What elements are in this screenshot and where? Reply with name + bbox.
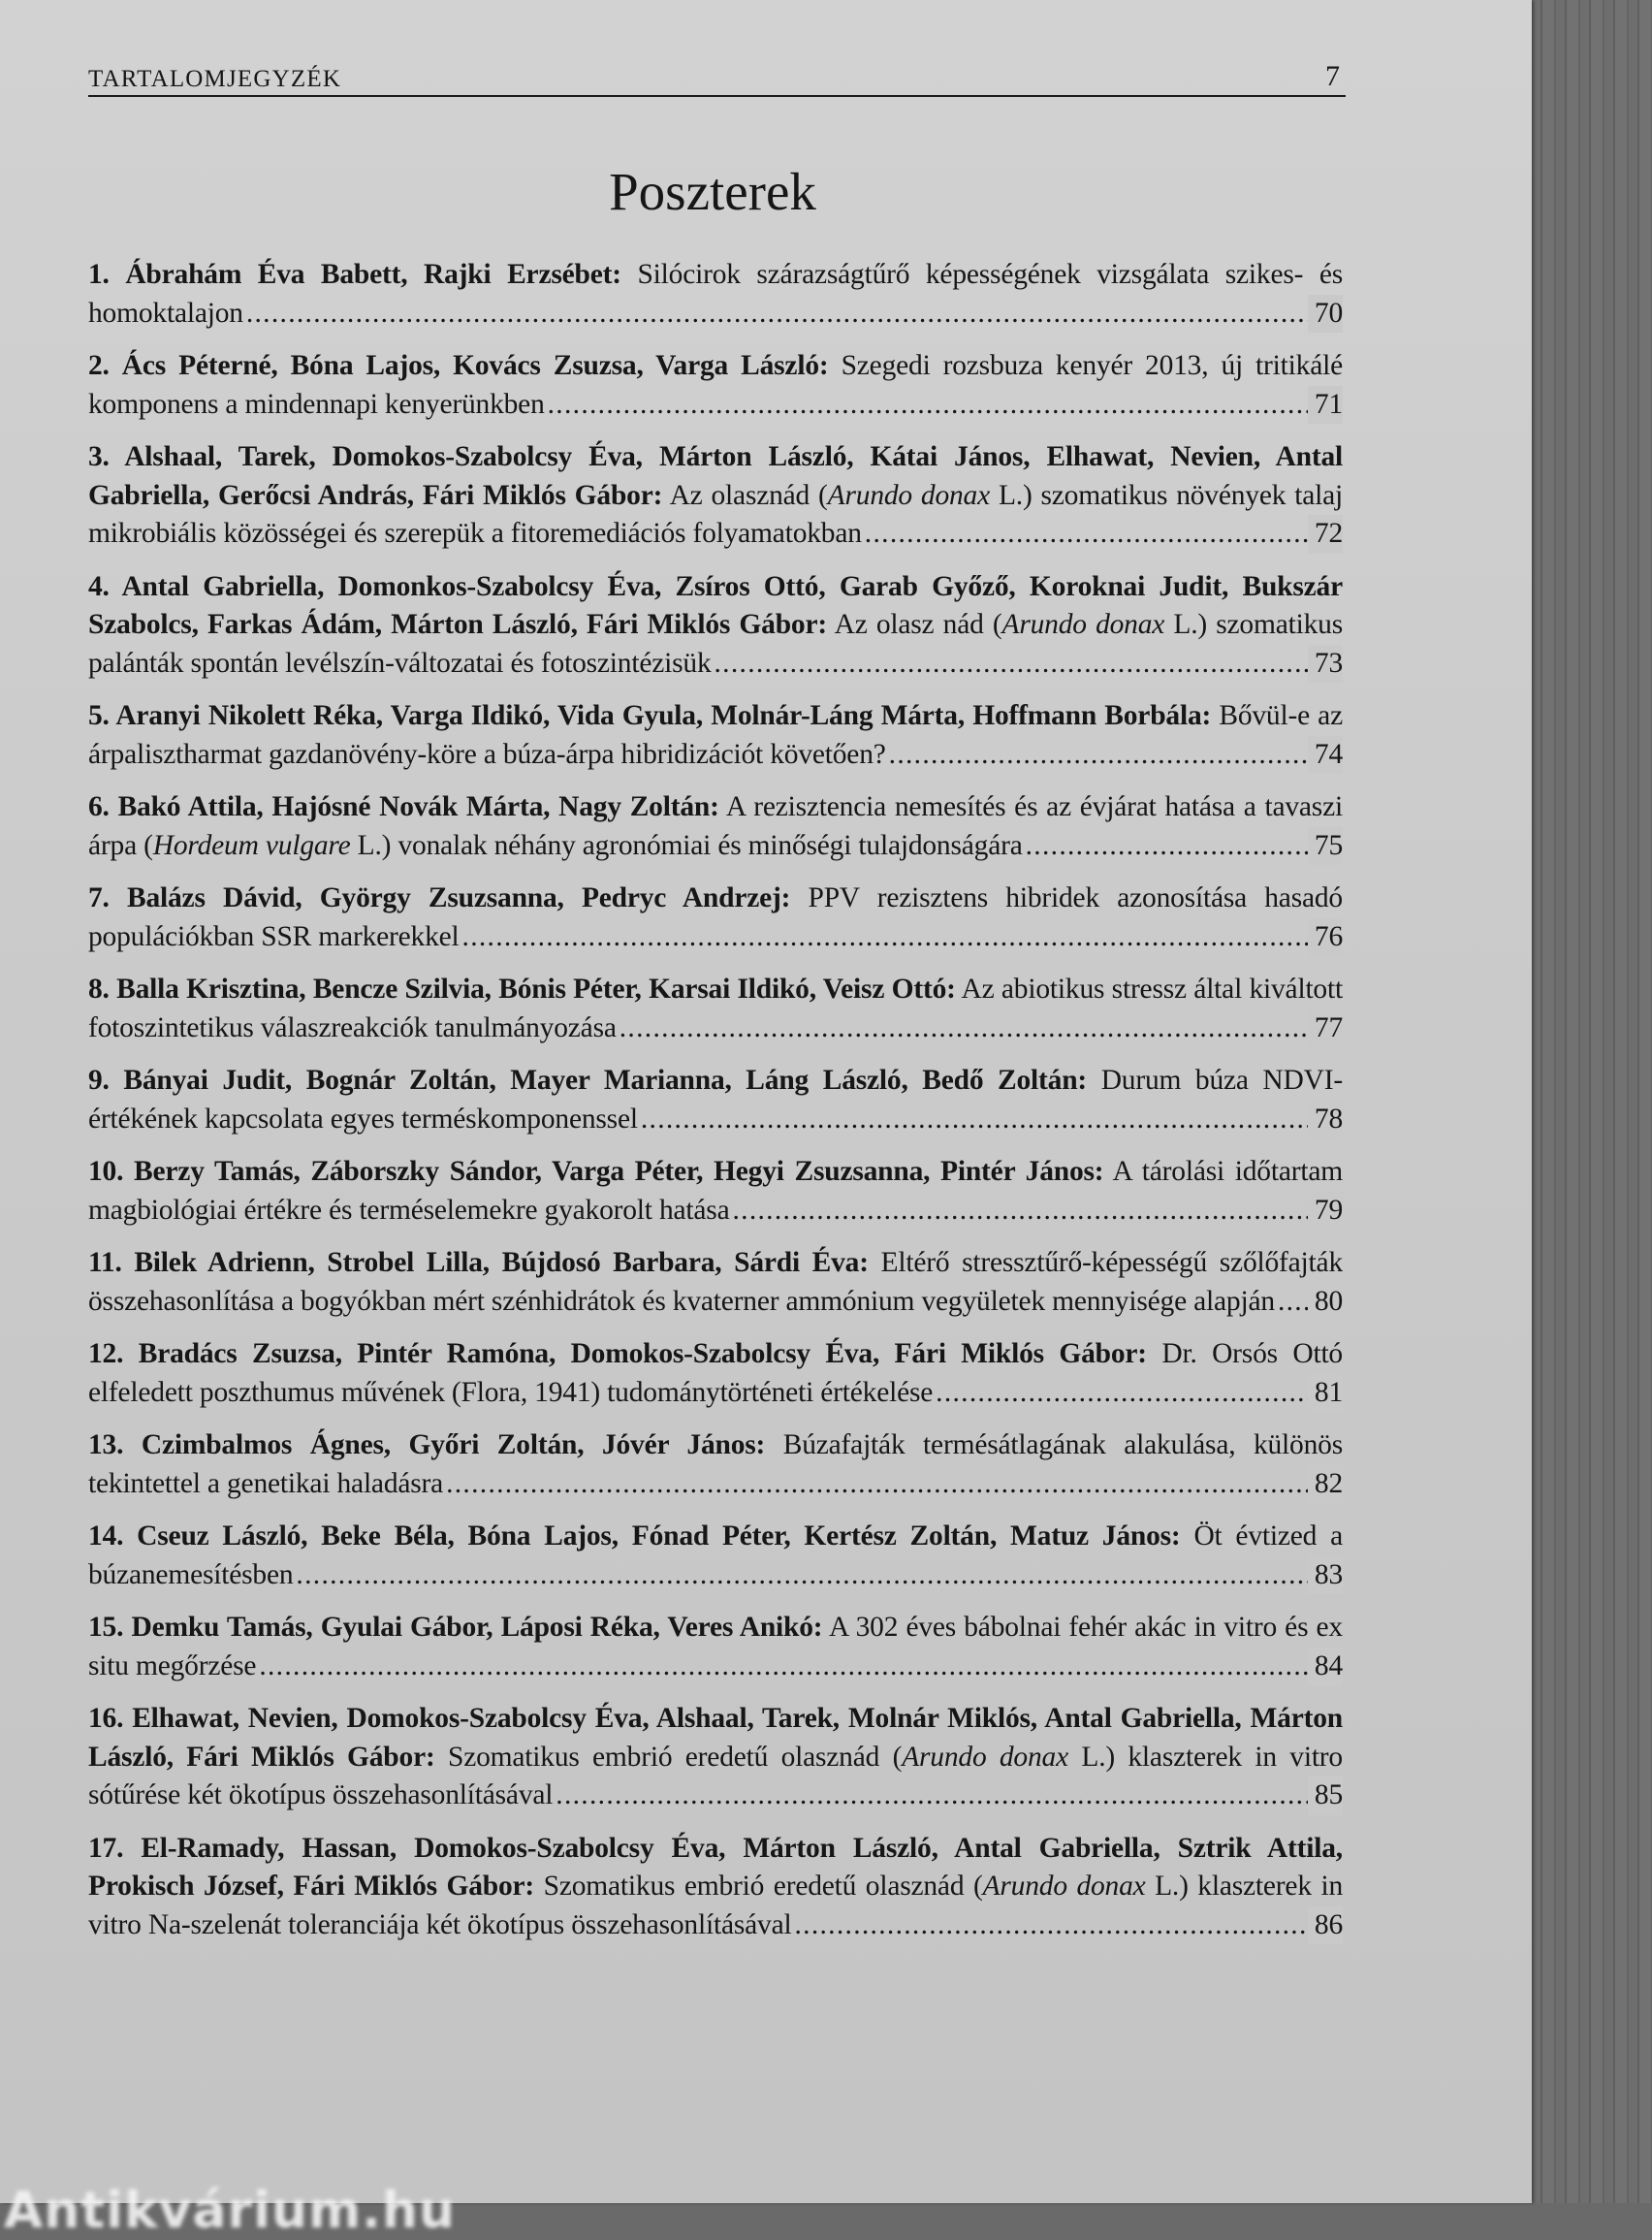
- dot-leader-wrap: [638, 1104, 688, 1135]
- entry-authors: [88, 350, 829, 381]
- entry-title-italic: Arundo donax: [902, 1741, 1068, 1773]
- toc-entry: [88, 438, 1343, 554]
- entry-page-number: 70: [1308, 295, 1343, 334]
- entry-number: 13.: [88, 1429, 124, 1460]
- entry-title: Szegedi rozsbuza kenyér 2013, új tritikálé komponens a mindennapi kenyerünkben: [88, 350, 1343, 420]
- entry-title: Búzafajták termésátlagának alakulása, különös tekintettel a genetikai haladásra: [88, 1429, 1343, 1499]
- toc-entry: [88, 1244, 1343, 1321]
- entry-page-number: 84: [1308, 1648, 1343, 1686]
- toc-entry: [88, 1335, 1343, 1412]
- dot-leader-wrap: [293, 1559, 343, 1590]
- entry-author-list: Elhawat, Nevien, Domokos-Szabolcsy Éva, Alshaal, Tarek, Molnár Miklós, Antal Gabriella, Márton László, Fári Miklós Gábor:: [88, 1703, 1343, 1773]
- entry-authors: [88, 700, 1211, 731]
- section-title: Poszterek: [609, 162, 816, 221]
- dot-leader-wrap: [791, 1909, 842, 1940]
- entry-title: Szomatikus embrió eredetű olasznád (: [543, 1871, 983, 1902]
- entry-authors: [88, 1156, 1103, 1187]
- entry-author-list: Cseuz László, Beke Béla, Bóna Lajos, Fónad Péter, Kertész Zoltán, Matuz János:: [137, 1520, 1181, 1552]
- running-header: [88, 62, 1346, 97]
- entry-authors: [88, 1520, 1181, 1552]
- entry-authors: [88, 1338, 1147, 1369]
- entry-number: 15.: [88, 1612, 124, 1643]
- entry-author-list: El-Ramady, Hassan, Domokos-Szabolcsy Éva, Márton László, Antal Gabriella, Sztrik Attila, Prokisch József, Fári Miklós Gábor:: [88, 1832, 1343, 1902]
- entry-page-number: 80: [1308, 1283, 1343, 1322]
- entry-title: A tárolási időtartam magbiológiai értékre és terméselemekre gyakorolt hatása: [88, 1156, 1343, 1226]
- running-title: TARTALOMJEGYZÉK: [88, 66, 342, 92]
- dot-leader-wrap: [712, 648, 762, 679]
- entry-page-number: 74: [1308, 736, 1343, 775]
- entry-title: PPV rezisztens hibridek azonosítása hasadó populációkban SSR markerekkel: [88, 882, 1343, 952]
- dot-leader-wrap: [617, 1012, 667, 1043]
- entry-title-italic: Hordeum vulgare: [152, 829, 351, 861]
- entry-author-list: Bilek Adrienn, Strobel Lilla, Bújdosó Barbara, Sárdi Éva:: [134, 1247, 869, 1278]
- entry-author-list: Balla Krisztina, Bencze Szilvia, Bónis Péter, Karsai Ildikó, Veisz Ottó:: [116, 974, 956, 1005]
- entry-authors: [88, 1429, 765, 1460]
- entry-number: 9.: [88, 1065, 110, 1096]
- dot-leader-wrap: [933, 1377, 983, 1408]
- toc-entry: [88, 1518, 1343, 1594]
- toc-entry: [88, 1153, 1343, 1230]
- entry-title: Öt évtized a búzanemesítésben: [88, 1520, 1343, 1590]
- toc-entry: [88, 880, 1343, 956]
- entry-author-list: Aranyi Nikolett Réka, Varga Ildikó, Vida Gyula, Molnár-Láng Márta, Hoffmann Borbála:: [115, 700, 1212, 731]
- entry-authors: [88, 1065, 1087, 1096]
- entry-page-number: 77: [1308, 1009, 1343, 1048]
- toc-entry: [88, 256, 1343, 333]
- dot-leader-wrap: [886, 739, 937, 770]
- entry-title: Az olasz nád (: [834, 609, 1002, 640]
- entry-title: L.) vonalak néhány agronómiai és minőségi tulajdonságára: [350, 829, 1023, 861]
- dot-leader-wrap: [1023, 830, 1073, 861]
- toc-entry: [88, 1700, 1343, 1815]
- entry-author-list: Antal Gabriella, Domonkos-Szabolcsy Éva, Zsíros Ottó, Garab Győző, Koroknai Judit, Bukszár Szabolcs, Farkas Ádám, Márton László, Fári Miklós Gábor:: [88, 570, 1343, 640]
- entry-page-number: 83: [1308, 1556, 1343, 1595]
- entry-page-number: 82: [1308, 1465, 1343, 1504]
- entry-author-list: Bradács Zsuzsa, Pintér Ramóna, Domokos-Szabolcsy Éva, Fári Miklós Gábor:: [138, 1338, 1147, 1369]
- entry-author-list: Balázs Dávid, György Zsuzsanna, Pedryc Andrzej:: [126, 882, 791, 913]
- entry-number: 3.: [88, 441, 110, 472]
- entry-author-list: Alshaal, Tarek, Domokos-Szabolcsy Éva, Márton László, Kátai János, Elhawat, Nevien, Antal Gabriella, Gerőcsi András, Fári Miklós Gábor:: [88, 441, 1343, 511]
- entry-authors: [88, 974, 956, 1005]
- entry-page-number: 73: [1308, 645, 1343, 684]
- toc-entry: [88, 971, 1343, 1047]
- entry-number: 16.: [88, 1703, 124, 1734]
- entry-title: L.) klaszterek in vitro sótűrése két ökotípus összehasonlításával: [88, 1741, 1343, 1810]
- entry-title: Silócirok szárazságtűrő képességének vizsgálata szikes- és homoktalajon: [88, 259, 1343, 329]
- entry-authors: [88, 259, 621, 290]
- entry-title: Az abiotikus stressz által kiváltott fotoszintetikus válaszreakciók tanulmányozása: [88, 974, 1343, 1043]
- toc-entry: [88, 788, 1343, 865]
- toc-entry: [88, 568, 1343, 684]
- entry-number: 12.: [88, 1338, 124, 1369]
- toc-entry: [88, 1830, 1343, 1945]
- dot-leader-wrap: [460, 921, 510, 952]
- entry-author-list: Demku Tamás, Gyulai Gábor, Láposi Réka, Veres Anikó:: [131, 1612, 823, 1643]
- entry-number: 4.: [88, 570, 110, 602]
- entry-title: Eltérő stressztűrő-képességű szőlőfajták összehasonlítása a bogyókban mért szénhidrátok és kvaterner ammónium vegyületek mennyisége alapján: [88, 1247, 1343, 1317]
- entry-author-list: Czimbalmos Ágnes, Győri Zoltán, Jóvér János:: [141, 1429, 766, 1460]
- toc-entry: [88, 1062, 1343, 1138]
- entry-number: 11.: [88, 1247, 122, 1278]
- entry-page-number: 86: [1308, 1906, 1343, 1945]
- dot-leader-wrap: [553, 1779, 603, 1810]
- dot-leader-wrap: [256, 1650, 306, 1681]
- entry-number: 10.: [88, 1156, 124, 1187]
- watermark: Antikvárium.hu: [4, 2182, 456, 2240]
- entry-author-list: Bakó Attila, Hajósné Novák Márta, Nagy Zoltán:: [117, 791, 719, 822]
- entry-page-number: 79: [1308, 1192, 1343, 1231]
- table-of-contents: [88, 256, 1343, 1959]
- entry-author-list: Berzy Tamás, Záborszky Sándor, Varga Péter, Hegyi Zsuzsanna, Pintér János:: [134, 1156, 1104, 1187]
- entry-title: Szomatikus embrió eredetű olasznád (: [447, 1741, 903, 1773]
- entry-title: L.) szomatikus palánták spontán levélszín-változatai és fotoszintézisük: [88, 609, 1343, 679]
- entry-title: Durum búza NDVI-értékének kapcsolata egyes terméskomponenssel: [88, 1065, 1343, 1135]
- entry-number: 2.: [88, 350, 110, 381]
- toc-entry: [88, 697, 1343, 774]
- dot-leader-wrap: [862, 518, 912, 549]
- entry-title: Az olasznád (: [669, 479, 828, 511]
- entry-title-italic: Arundo donax: [1001, 609, 1165, 640]
- entry-title: Bővül-e az árpalisztharmat gazdanövény-köre a búza-árpa hibridizációt követően?: [88, 700, 1343, 770]
- toc-entry: [88, 1609, 1343, 1685]
- dot-leader-wrap: [243, 298, 294, 329]
- underlying-pages: [1532, 0, 1652, 2203]
- entry-number: 17.: [88, 1832, 124, 1864]
- entry-authors: [88, 791, 719, 822]
- entry-author-list: Ábrahám Éva Babett, Rajki Erzsébet:: [125, 259, 621, 290]
- entry-page-number: 75: [1308, 827, 1343, 866]
- dot-leader-wrap: [545, 389, 595, 420]
- entry-authors: [88, 882, 790, 913]
- page-number: 7: [1325, 60, 1340, 92]
- entry-authors: [88, 1247, 869, 1278]
- entry-title-italic: Arundo donax: [982, 1871, 1146, 1902]
- entry-title: L.) klaszterek in vitro Na-szelenát toleranciája két ökotípus összehasonlításával: [88, 1871, 1343, 1940]
- entry-authors: [88, 1612, 822, 1643]
- entry-page-number: 76: [1308, 918, 1343, 957]
- entry-author-list: Ács Péterné, Bóna Lajos, Kovács Zsuzsa, Varga László:: [121, 350, 829, 381]
- entry-number: 6.: [88, 791, 110, 822]
- entry-number: 7.: [88, 882, 110, 913]
- entry-title: Dr. Orsós Ottó elfeledett poszthumus művének (Flora, 1941) tudománytörténeti értékelése: [88, 1338, 1343, 1408]
- dot-leader-wrap: [443, 1468, 493, 1499]
- entry-title: A rezisztencia nemesítés és az évjárat hatása a tavaszi árpa (: [88, 791, 1343, 861]
- entry-number: 14.: [88, 1520, 124, 1552]
- entry-number: 8.: [88, 974, 110, 1005]
- entry-page-number: 78: [1308, 1101, 1343, 1139]
- entry-title-italic: Arundo donax: [827, 479, 991, 511]
- toc-entry: [88, 1426, 1343, 1503]
- entry-title: L.) szomatikus növények talaj mikrobiális közösségei és szerepük a fitoremediációs folyamatokban: [88, 479, 1343, 549]
- entry-page-number: 71: [1308, 386, 1343, 425]
- entry-page-number: 72: [1308, 515, 1343, 554]
- entry-number: 5.: [88, 700, 110, 731]
- entry-number: 1.: [88, 259, 110, 290]
- entry-page-number: 85: [1308, 1776, 1343, 1815]
- toc-entry: [88, 347, 1343, 424]
- dot-leader-wrap: [729, 1195, 779, 1226]
- entry-title: A 302 éves bábolnai fehér akác in vitro és ex situ megőrzése: [88, 1612, 1343, 1681]
- entry-page-number: 81: [1308, 1374, 1343, 1413]
- entry-author-list: Bányai Judit, Bognár Zoltán, Mayer Marianna, Láng László, Bedő Zoltán:: [123, 1065, 1088, 1096]
